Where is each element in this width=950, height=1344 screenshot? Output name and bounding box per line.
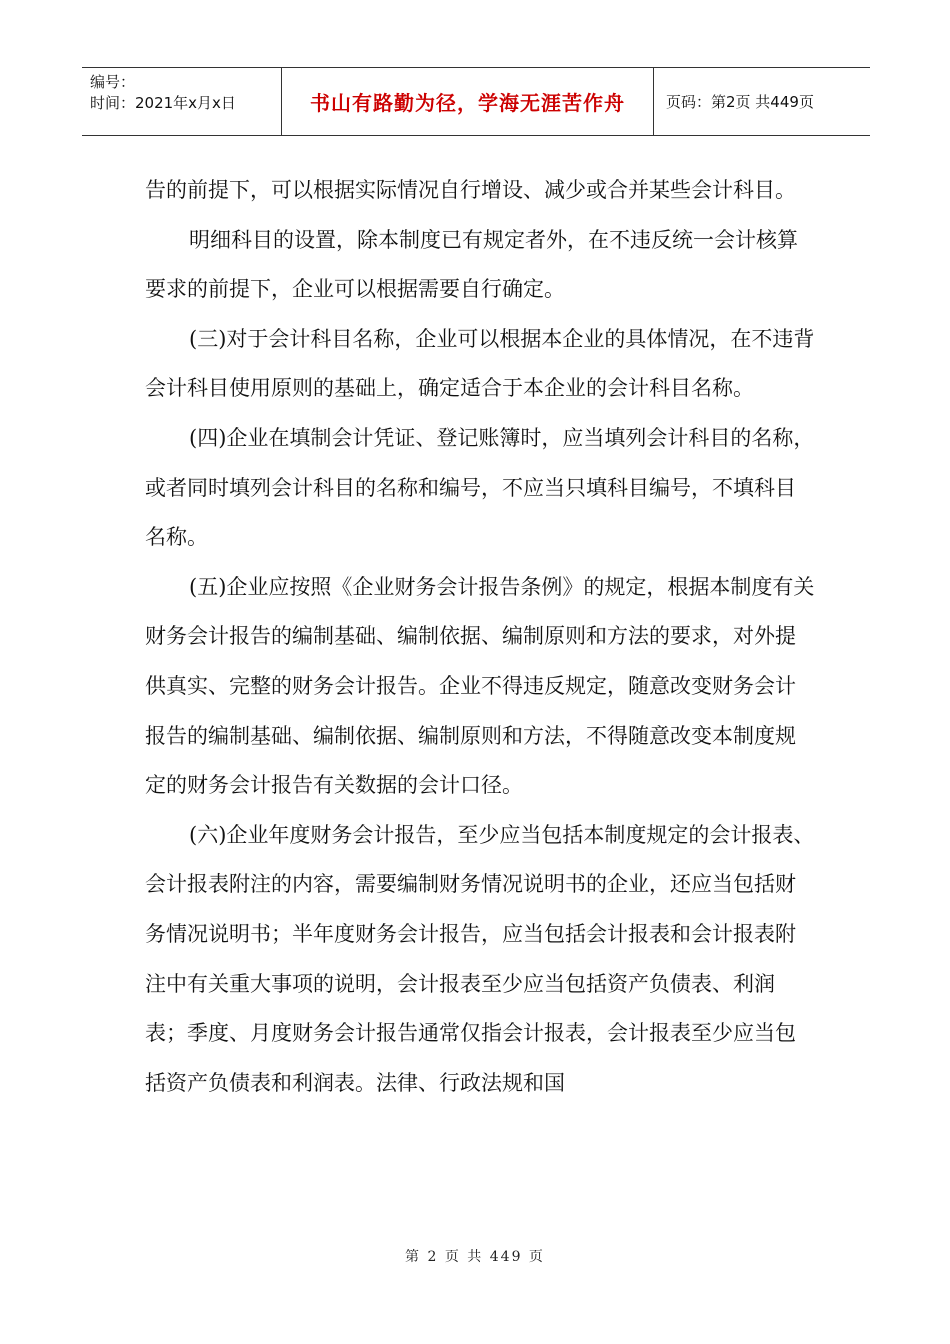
- number-label: 编号：: [90, 73, 136, 91]
- header-meta: [82, 68, 282, 135]
- page-footer: 第 2 页 共 449 页: [405, 1249, 545, 1265]
- header-motto: 书山有路勤为径，学海无涯苦作舟: [282, 68, 654, 135]
- paragraph: 告的前提下，可以根据实际情况自行增设、减少或合并某些会计科目。: [145, 178, 796, 202]
- paragraph: 明细科目的设置，除本制度已有规定者外，在不违反统一会计核算要求的前提下，企业可以根据需要自行确定。: [145, 227, 798, 302]
- header-page-label: 页码：第2页 共449页: [666, 93, 814, 111]
- paragraph: (六)企业年度财务会计报告，至少应当包括本制度规定的会计报表、会计报表附注的内容，需要编制财务情况说明书的企业，还应当包括财务情况说明书；半年度财务会计报告，应当包括会计报表和会计报表附注中有关重大事项的说明，会计报表至少应当包括资产负债表、利润表；季度、月度财务会计报告通常仅指会计报表，会计报表至少应当包括资产负债表和利润表。法律、行政法规和国: [145, 822, 815, 1095]
- document-body: [145, 166, 815, 1108]
- paragraph: (三)对于会计科目名称，企业可以根据本企业的具体情况，在不违背会计科目使用原则的基础上，确定适合于本企业的会计科目名称。: [145, 326, 815, 401]
- page-header: [82, 67, 870, 136]
- paragraph: (五)企业应按照《企业财务会计报告条例》的规定，根据本制度有关财务会计报告的编制基础、编制依据、编制原则和方法的要求，对外提供真实、完整的财务会计报告。企业不得违反规定，随意改变财务会计报告的编制基础、编制依据、编制原则和方法，不得随意改变本制度规定的财务会计报告有关数据的会计口径。: [145, 574, 815, 798]
- paragraph: (四)企业在填制会计凭证、登记账簿时，应当填列会计科目的名称，或者同时填列会计科目的名称和编号，不应当只填科目编号，不填科目名称。: [145, 425, 815, 550]
- time-label: 时间：2021年x月x日: [90, 94, 236, 112]
